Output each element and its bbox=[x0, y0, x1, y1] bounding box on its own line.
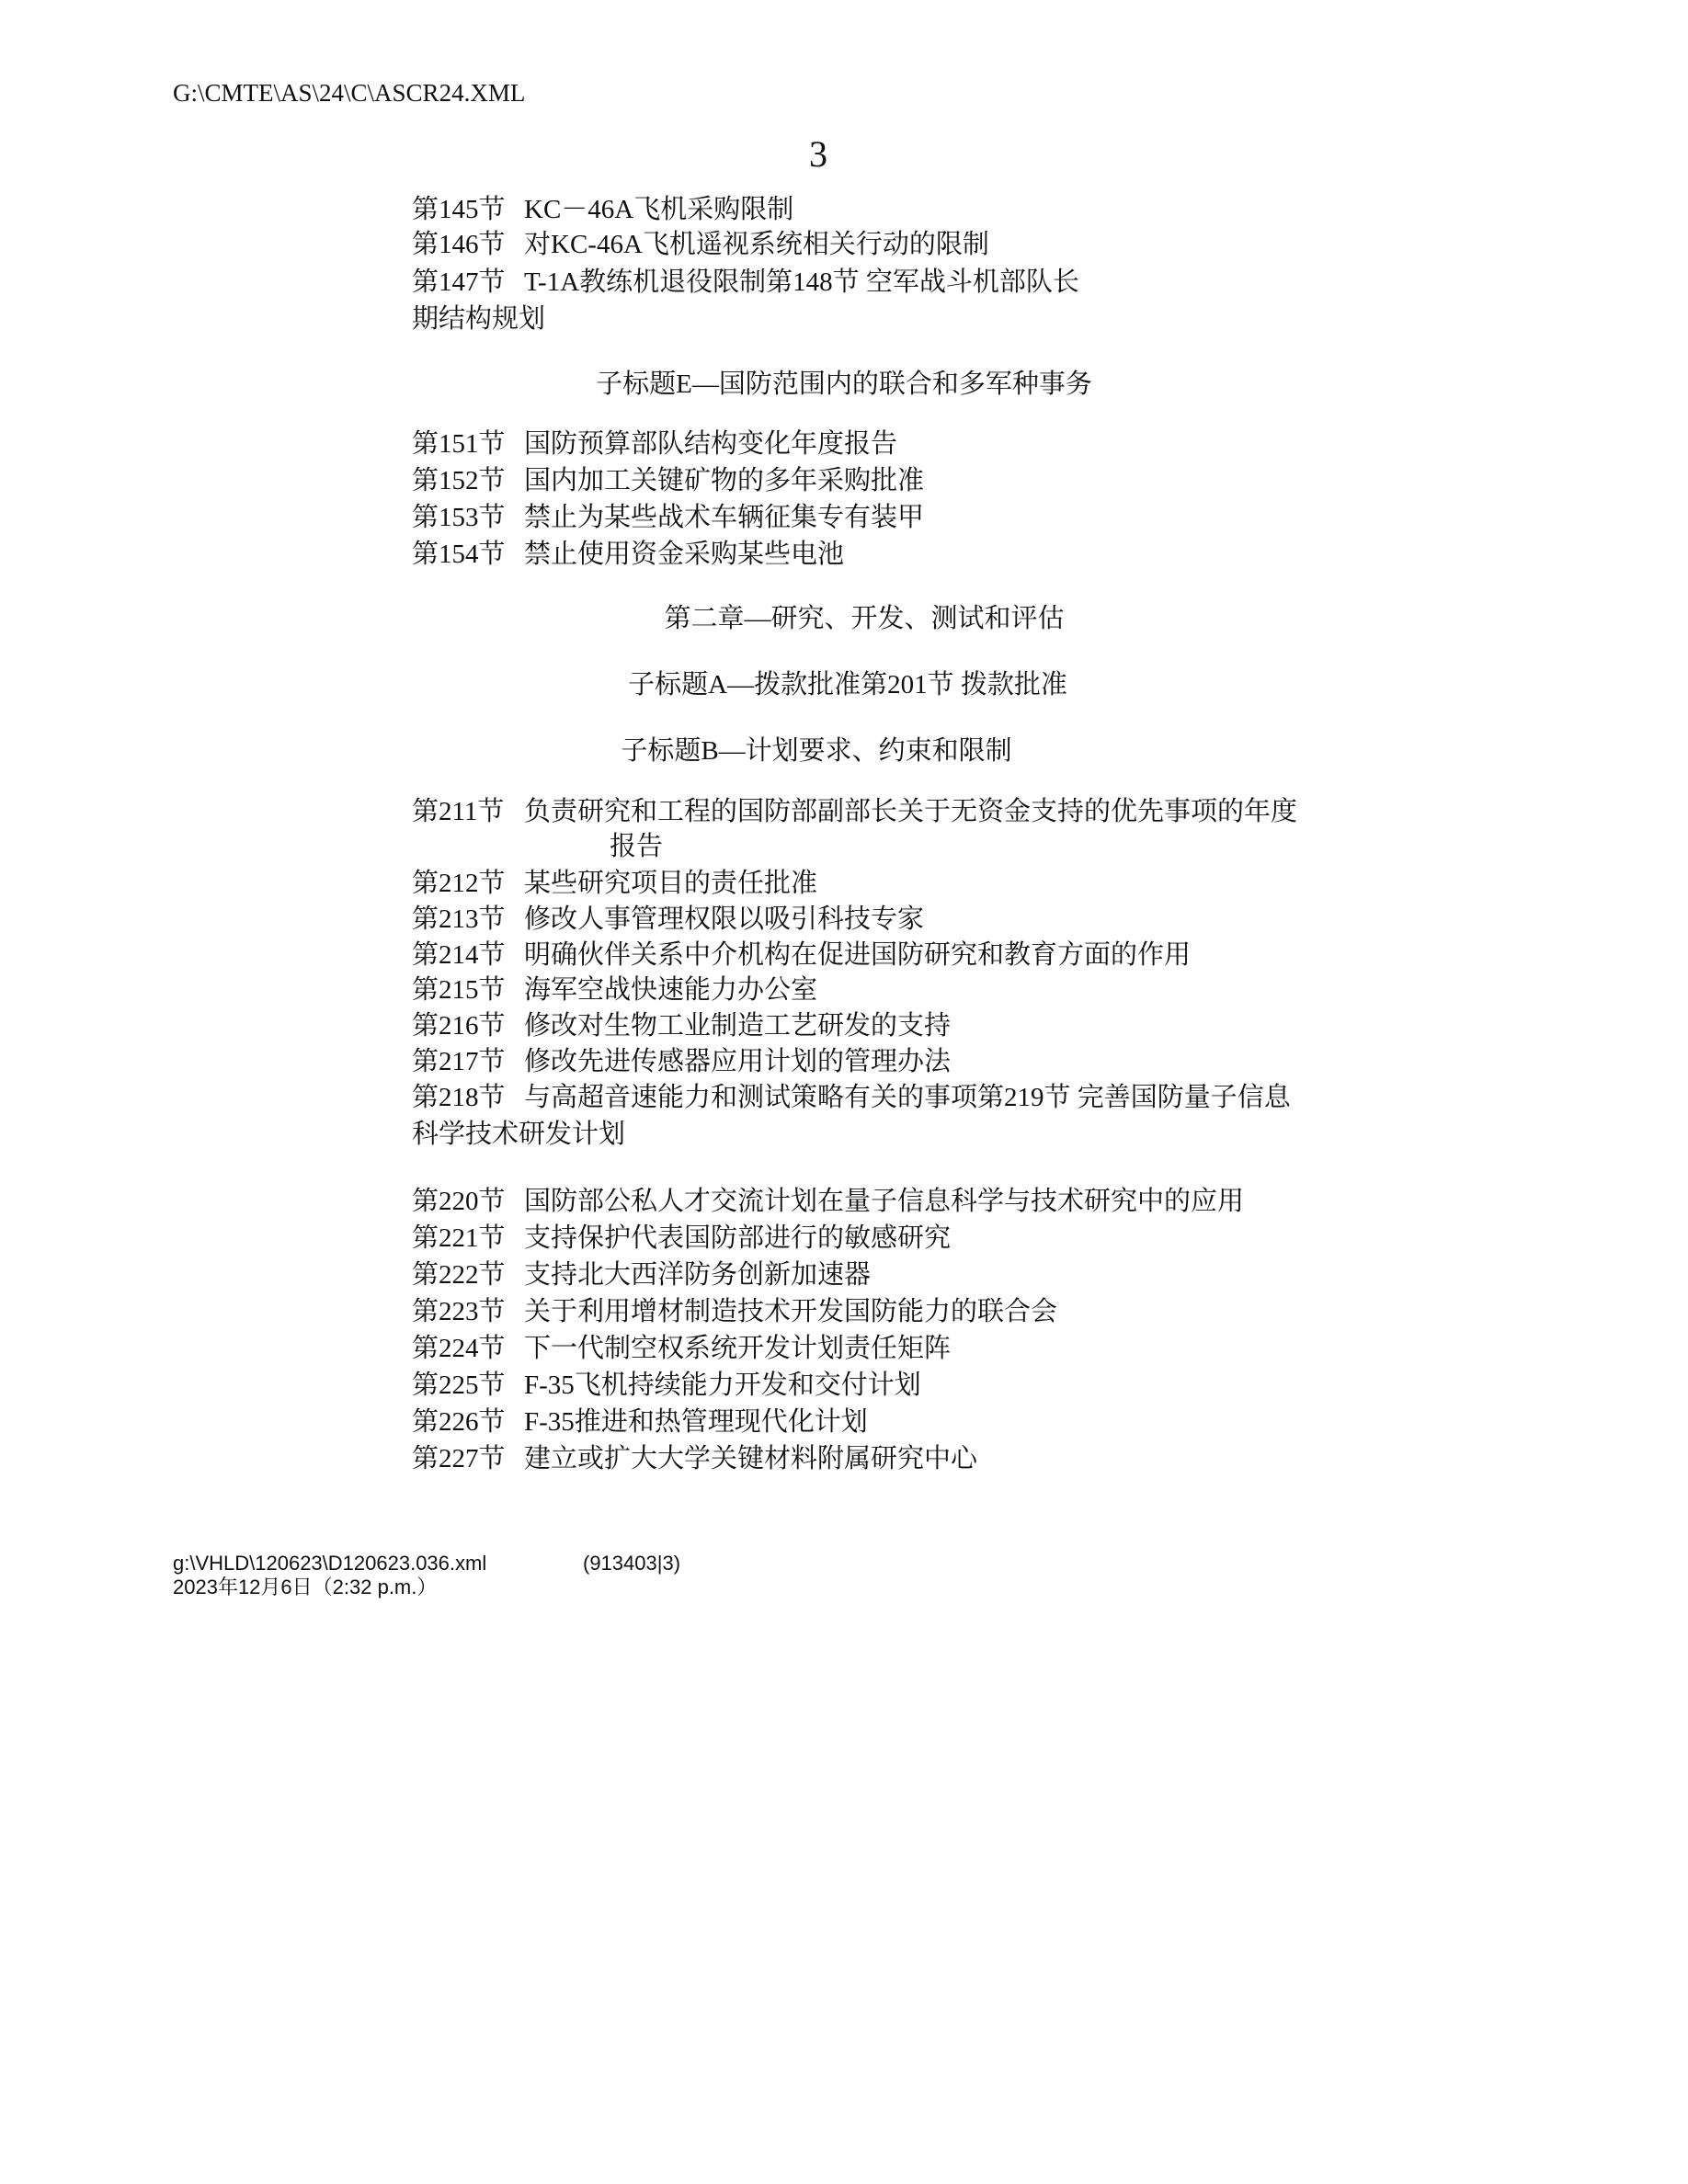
section-number: 第151节 bbox=[412, 429, 506, 459]
section-number: 第215节 bbox=[412, 975, 506, 1005]
section-title: 关于利用增材制造技术开发国防能力的联合会 bbox=[524, 1297, 1058, 1326]
section-number: 第225节 bbox=[412, 1371, 506, 1400]
section-title: 某些研究项目的责任批准 bbox=[524, 869, 818, 898]
toc-entry bbox=[412, 868, 817, 899]
toc-entry bbox=[412, 1082, 1291, 1113]
footer bbox=[173, 1552, 681, 1599]
section-number: 第211节 bbox=[412, 797, 505, 826]
chapter-2-heading: 第二章—研究、开发、测试和评估 bbox=[664, 604, 1065, 633]
toc-entry bbox=[412, 502, 924, 533]
section-title: 明确伙伴关系中介机构在促进国防研究和教育方面的作用 bbox=[524, 940, 1192, 970]
section-title: 支持北大西洋防务创新加速器 bbox=[524, 1260, 872, 1290]
toc-entry bbox=[412, 1046, 951, 1077]
section-title: 下一代制空权系统开发计划责任矩阵 bbox=[524, 1334, 952, 1363]
section-title: 禁止使用资金采购某些电池 bbox=[524, 540, 845, 569]
section-title: 建立或扩大大学关键材料附属研究中心 bbox=[524, 1444, 978, 1473]
toc-entry bbox=[412, 267, 1079, 298]
section-number: 第224节 bbox=[412, 1334, 506, 1363]
section-number: 第222节 bbox=[412, 1260, 506, 1290]
section-number: 第214节 bbox=[412, 940, 506, 970]
section-number: 第220节 bbox=[412, 1187, 506, 1216]
toc-entry bbox=[412, 1010, 951, 1041]
section-title: F-35推进和热管理现代化计划 bbox=[524, 1407, 868, 1437]
section-title: 禁止为某些战术车辆征集专有装甲 bbox=[524, 503, 925, 532]
toc-entry bbox=[412, 428, 897, 460]
section-title: 修改先进传感器应用计划的管理办法 bbox=[524, 1047, 952, 1076]
section-number: 第216节 bbox=[412, 1011, 506, 1041]
toc-entry bbox=[412, 1186, 1244, 1217]
section-title: 国防预算部队结构变化年度报告 bbox=[524, 429, 898, 459]
section-number: 第212节 bbox=[412, 869, 506, 898]
section-number: 第217节 bbox=[412, 1047, 506, 1076]
subtitle-b-heading: 子标题B—计划要求、约束和限制 bbox=[621, 736, 1012, 766]
toc-entry bbox=[412, 1406, 868, 1438]
toc-entry bbox=[412, 974, 817, 1006]
footer-file-path: g:\VHLD\120623\D120623.036.xml bbox=[173, 1552, 487, 1575]
section-number: 第153节 bbox=[412, 503, 506, 532]
header-file-path: G:\CMTE\AS\24\C\ASCR24.XML bbox=[173, 79, 526, 107]
toc-entry-continuation: 科学技术研发计划 bbox=[412, 1120, 626, 1149]
toc-entry bbox=[412, 1370, 921, 1401]
toc-entry bbox=[412, 904, 924, 935]
section-number: 第147节 bbox=[412, 267, 506, 297]
section-title: 支持保护代表国防部进行的敏感研究 bbox=[524, 1223, 952, 1253]
section-title: 修改人事管理权限以吸引科技专家 bbox=[524, 904, 925, 934]
section-title: F-35飞机持续能力开发和交付计划 bbox=[524, 1371, 921, 1400]
section-number: 第223节 bbox=[412, 1297, 506, 1326]
section-number: 第154节 bbox=[412, 540, 506, 569]
subtitle-e-heading: 子标题E—国防范围内的联合和多军种事务 bbox=[596, 370, 1092, 399]
section-number: 第152节 bbox=[412, 466, 506, 495]
section-number: 第218节 bbox=[412, 1083, 506, 1112]
section-title: T-1A教练机退役限制第148节 空军战斗机部队长 bbox=[524, 267, 1079, 297]
section-number: 第221节 bbox=[412, 1223, 506, 1253]
toc-entry bbox=[412, 1223, 951, 1254]
toc-entry bbox=[412, 1259, 871, 1291]
section-title: 对KC-46A飞机遥视系统相关行动的限制 bbox=[524, 230, 989, 259]
subtitle-a-heading: 子标题A—拨款批准第201节 拨款批准 bbox=[628, 670, 1067, 700]
toc-entry-continuation: 报告 bbox=[610, 832, 664, 861]
section-number: 第226节 bbox=[412, 1407, 506, 1437]
toc-entry bbox=[412, 539, 844, 570]
section-title: 与高超音速能力和测试策略有关的事项第219节 完善国防量子信息 bbox=[524, 1083, 1291, 1112]
toc-entry bbox=[412, 1296, 1057, 1327]
section-number: 第227节 bbox=[412, 1444, 506, 1473]
toc-entry bbox=[412, 796, 1298, 861]
page-number: 3 bbox=[809, 133, 827, 175]
footer-timestamp: 2023年12月6日（2:32 p.m.） bbox=[173, 1575, 438, 1598]
section-title: KC－46A飞机采购限制 bbox=[524, 195, 794, 224]
toc-entry bbox=[412, 465, 924, 496]
footer-reference: (913403|3) bbox=[583, 1552, 681, 1575]
section-number: 第146节 bbox=[412, 230, 506, 259]
section-title: 海军空战快速能力办公室 bbox=[524, 975, 818, 1005]
section-number: 第213节 bbox=[412, 904, 506, 934]
section-number: 第145节 bbox=[412, 195, 506, 224]
toc-entry bbox=[412, 1333, 951, 1364]
section-title: 修改对生物工业制造工艺研发的支持 bbox=[524, 1011, 952, 1041]
toc-entry bbox=[412, 229, 989, 260]
section-title: 国防部公私人才交流计划在量子信息科学与技术研究中的应用 bbox=[524, 1187, 1245, 1216]
section-title: 国内加工关键矿物的多年采购批准 bbox=[524, 466, 925, 495]
toc-entry bbox=[412, 939, 1191, 971]
toc-entry bbox=[412, 194, 793, 225]
toc-entry bbox=[412, 1443, 977, 1474]
section-title: 负责研究和工程的国防部副部长关于无资金支持的优先事项的年度 bbox=[524, 797, 1298, 826]
toc-entry-continuation: 期结构规划 bbox=[412, 304, 546, 334]
